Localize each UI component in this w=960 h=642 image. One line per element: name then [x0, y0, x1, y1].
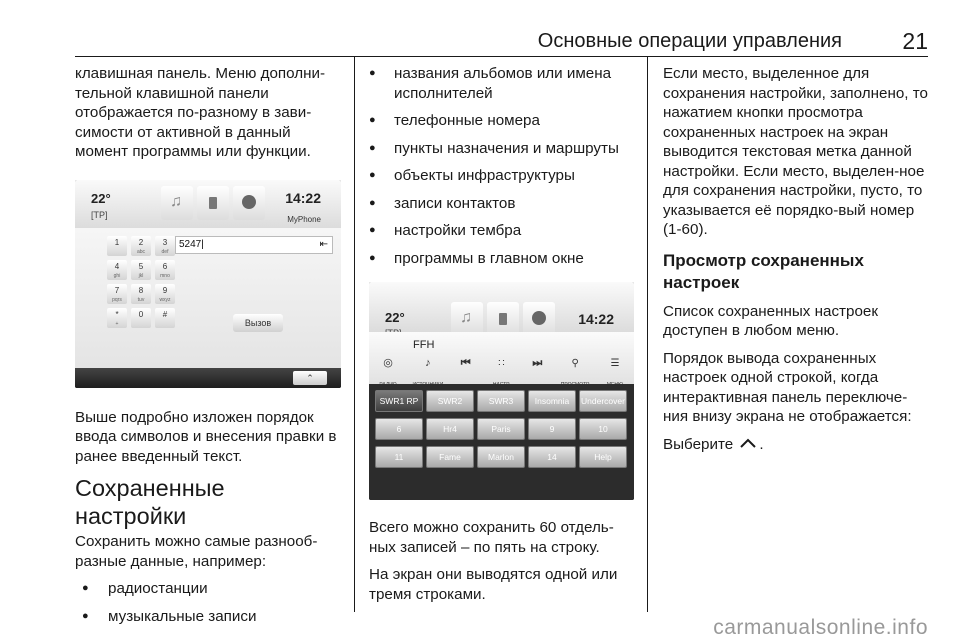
paragraph: Если место, выделенное для сохранения настройки, заполнено, то нажатием кнопки просмотра сохраненных настроек на экран выводится текстовая метка данной настройки. Если место, выделен-ное для сохранения настройки, пусто, то указывается её порядко-вый номер (1-60). — [663, 65, 928, 238]
list-item: ● объекты инфраструктуры — [369, 166, 634, 186]
key-digit: 2 — [138, 237, 144, 247]
key-digit: 7 — [114, 285, 120, 295]
chevron-up-icon — [739, 435, 757, 455]
column-3 — [663, 64, 931, 462]
key-digit: 8 — [138, 285, 144, 295]
keypad-key[interactable] — [131, 236, 151, 256]
keypad-key[interactable] — [107, 284, 127, 304]
status-bar — [75, 180, 341, 228]
watermark: carmanualsonline.info — [713, 616, 928, 639]
header-divider — [75, 56, 928, 57]
favorite-slot[interactable]: 10 — [579, 418, 627, 440]
keypad-icon: ∷ — [498, 358, 505, 369]
radio-panel — [369, 332, 634, 384]
favorite-slot[interactable]: SWR3 — [477, 390, 525, 412]
next-button[interactable] — [524, 354, 550, 382]
paragraph: Сохранить можно самые разнооб-разные данные, например: — [75, 533, 318, 570]
favorite-slot[interactable]: Fame — [426, 446, 474, 468]
sentence-end: . — [759, 435, 764, 453]
favorite-slot[interactable]: Insomnia — [528, 390, 576, 412]
paragraph: клавишная панель. Меню дополни-тельной клавишной панели отображается по-разному в зави-симости от активной в данный момент программы или функции. — [75, 65, 326, 160]
key-letters: tuv — [137, 296, 145, 303]
keypad-panel — [75, 228, 341, 368]
key-digit: 9 — [162, 285, 168, 295]
key-digit: # — [162, 309, 168, 319]
sources-button[interactable] — [411, 354, 445, 382]
keypad-key[interactable] — [107, 260, 127, 280]
key-letters: + — [115, 320, 119, 327]
temperature: 22° — [91, 190, 111, 206]
favorites-screen-image — [369, 282, 634, 500]
keypad-key[interactable] — [155, 260, 175, 280]
skip-back-icon: ⏮ — [460, 357, 471, 369]
menu-button[interactable] — [600, 354, 630, 382]
backspace-icon[interactable]: ⇤ — [319, 238, 328, 250]
key-letters: pqrs — [112, 296, 122, 303]
key-digit: * — [115, 309, 119, 319]
phone-icon — [209, 197, 217, 209]
call-button[interactable] — [233, 314, 283, 332]
favorite-slot[interactable]: SWR2 — [426, 390, 474, 412]
tab-phone[interactable] — [197, 186, 229, 220]
favorite-slot[interactable]: 9 — [528, 418, 576, 440]
favorite-slot[interactable]: 6 — [375, 418, 423, 440]
select-text: Выберите — [663, 435, 734, 453]
paragraph: На экран они выводятся одной или тремя строками. — [369, 566, 618, 603]
menu-icon: ☰ — [610, 358, 620, 369]
list-item: ● названия альбомов или имена исполнителей — [369, 64, 634, 103]
favorites-grid — [369, 384, 634, 500]
tab-phone[interactable] — [487, 302, 519, 336]
previous-button[interactable] — [453, 354, 479, 382]
search-icon: ⚲ — [571, 358, 579, 369]
station-name: FFH — [413, 339, 435, 351]
section-heading: Сохраненные настройки — [75, 475, 225, 529]
tab-navigation[interactable] — [523, 302, 555, 336]
keypad-key[interactable] — [131, 284, 151, 304]
key-letters: jkl — [138, 272, 144, 279]
favorite-slot[interactable]: Help — [579, 446, 627, 468]
browse-button[interactable] — [558, 354, 592, 382]
tab-navigation[interactable] — [233, 186, 265, 220]
column-divider-2 — [647, 56, 648, 612]
list-item: ● пункты назначения и маршруты — [369, 139, 634, 159]
call-button-label: Вызов — [244, 317, 272, 328]
globe-icon — [242, 195, 256, 209]
key-letters: def — [161, 248, 169, 255]
radio-button[interactable] — [373, 354, 403, 382]
page-number: 21 — [902, 28, 928, 54]
number-input[interactable]: 5247| ⇤ — [175, 236, 333, 254]
key-digit: 1 — [114, 237, 120, 247]
list-item: ● музыкальные записи — [75, 607, 340, 627]
radio-icon: ◎ — [383, 357, 393, 369]
favorite-slot[interactable]: Hr4 — [426, 418, 474, 440]
music-note-icon: ♪ — [425, 357, 431, 369]
paragraph: Выше подробно изложен порядок ввода символов и внесения правки в ранее введенный текст. — [75, 408, 337, 465]
key-digit: 3 — [162, 237, 168, 247]
keypad-key[interactable] — [107, 308, 127, 328]
key-letters: abc — [136, 248, 146, 255]
column-divider-1 — [354, 56, 355, 612]
status-bar — [369, 282, 634, 332]
key-digit: 4 — [114, 261, 120, 271]
key-letters: wxyz — [159, 296, 171, 303]
favorite-slot[interactable]: 11 — [375, 446, 423, 468]
skip-forward-icon: ⏭ — [532, 357, 543, 369]
globe-icon — [532, 311, 546, 325]
temperature: 22° — [385, 310, 405, 325]
keypad-screen-image — [75, 180, 341, 388]
favorite-slot[interactable]: Undercover — [579, 390, 627, 412]
list-item: ● настройки тембра — [369, 221, 634, 241]
favorite-slot[interactable]: Marlon — [477, 446, 525, 468]
list-item: ● записи контактов — [369, 194, 634, 214]
keypad-key[interactable] — [155, 236, 175, 256]
key-digit: 0 — [138, 309, 144, 319]
settings-button[interactable] — [486, 354, 516, 382]
keypad-key[interactable] — [131, 260, 151, 280]
device-name: MyPhone — [287, 214, 321, 224]
paragraph: Порядок вывода сохраненных настроек одной строкой, когда интерактивная панель переключе-ния внизу экрана не отображается: — [663, 349, 912, 425]
page-header-title: Основные операции управления — [537, 30, 842, 52]
bullet-list — [75, 579, 340, 626]
clock: 14:22 — [285, 189, 321, 206]
bottom-bar — [75, 368, 341, 388]
keypad-key[interactable] — [155, 284, 175, 304]
radio-toolbar — [373, 354, 630, 382]
paragraph — [663, 435, 931, 455]
key-letters: ghi — [113, 272, 121, 279]
key-digit: 5 — [138, 261, 144, 271]
favorite-slot[interactable]: 14 — [528, 446, 576, 468]
tab-audio[interactable] — [451, 302, 483, 336]
phone-icon — [499, 313, 507, 325]
clock: 14:22 — [578, 311, 614, 327]
key-digit: 6 — [162, 261, 168, 271]
number-input-value: 5247 — [179, 238, 202, 250]
list-item: ● телефонные номера — [369, 111, 634, 131]
music-note-icon: ♫ — [170, 192, 182, 210]
keypad-key[interactable] — [131, 308, 151, 328]
column-1 — [75, 64, 340, 634]
list-item: ● программы в главном окне — [369, 249, 634, 269]
collapse-button[interactable] — [293, 371, 327, 385]
keypad-key[interactable] — [155, 308, 175, 328]
bullet-list — [369, 64, 634, 268]
music-note-icon: ♫ — [460, 309, 472, 326]
section-heading: Просмотр сохраненных настроек — [663, 250, 864, 292]
paragraph: Список сохраненных настроек доступен в любом меню. — [663, 302, 878, 339]
key-letters: mno — [160, 272, 170, 279]
keypad-key[interactable] — [107, 236, 127, 256]
list-item: ● радиостанции — [75, 579, 340, 599]
tab-audio[interactable] — [161, 186, 193, 220]
tp-indicator: [TP] — [91, 209, 108, 220]
favorite-slot[interactable]: SWR1 RP — [375, 390, 423, 412]
paragraph: Всего можно сохранить 60 отдель-ных записей – по пять на строку. — [369, 519, 614, 556]
favorite-slot[interactable]: Paris — [477, 418, 525, 440]
column-2 — [369, 64, 634, 612]
chevron-up-icon: ⌃ — [306, 372, 314, 383]
